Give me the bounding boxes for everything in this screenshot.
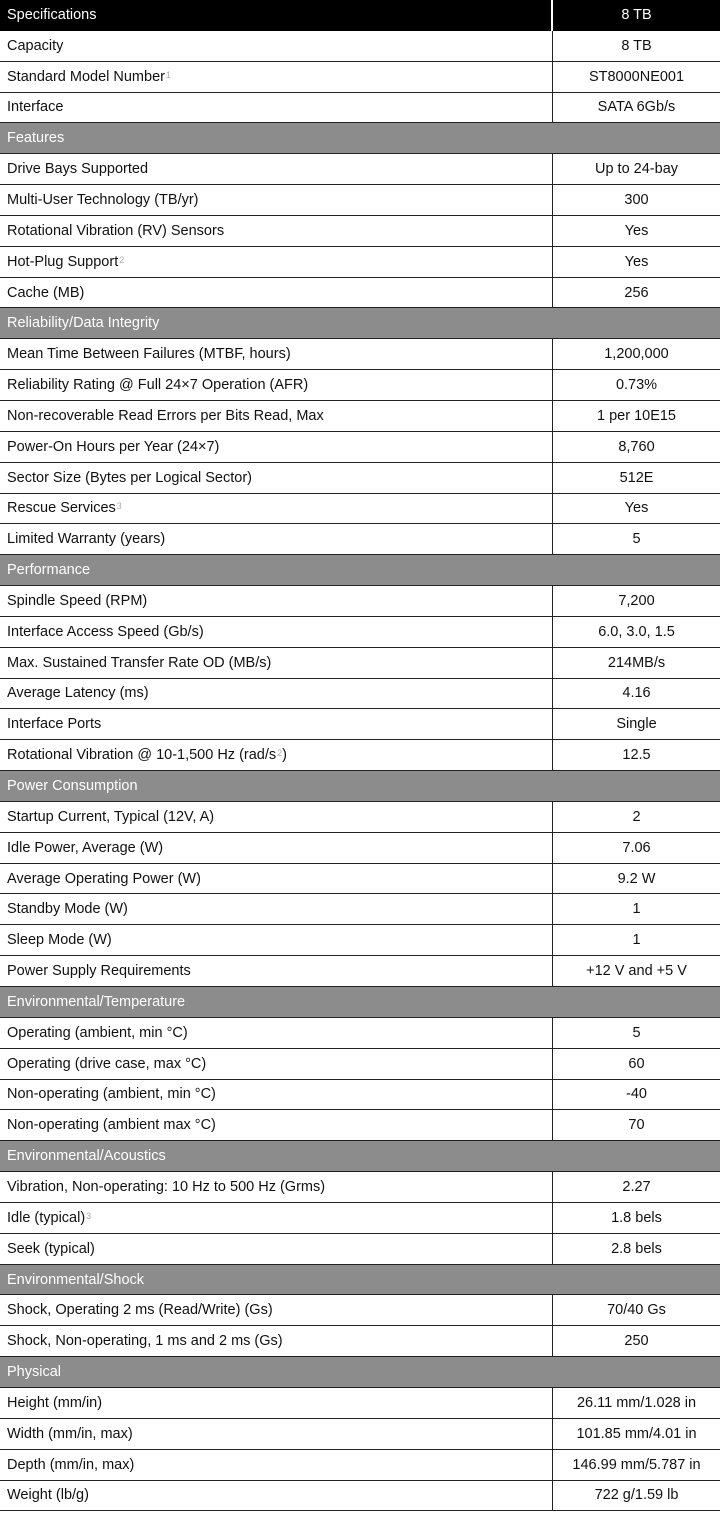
table-row bbox=[0, 925, 720, 956]
row-label-text: Non-operating (ambient max °C) bbox=[7, 1117, 216, 1134]
row-value: +12 V and +5 V bbox=[586, 963, 687, 980]
section-header bbox=[0, 1357, 720, 1388]
row-label-text: Max. Sustained Transfer Rate OD (MB/s) bbox=[7, 654, 272, 671]
row-value: 101.85 mm/4.01 in bbox=[576, 1425, 697, 1442]
row-label-text: Interface Access Speed (Gb/s) bbox=[7, 623, 204, 640]
row-label-text: Hot-Plug Support bbox=[7, 253, 119, 270]
section-title bbox=[0, 1265, 720, 1295]
row-label bbox=[0, 1295, 553, 1325]
table-row bbox=[0, 617, 720, 648]
table-row bbox=[0, 247, 720, 278]
row-label-text: Width (mm/in, max) bbox=[7, 1425, 133, 1442]
row-label-text: Sector Size (Bytes per Logical Sector) bbox=[7, 469, 252, 486]
section-title bbox=[0, 1357, 720, 1387]
row-label-text: Vibration, Non-operating: 10 Hz to 500 Hz (Grms) bbox=[7, 1178, 326, 1195]
row-label-text: Rotational Vibration @ 10-1,500 Hz (rad/s bbox=[7, 747, 277, 764]
row-label bbox=[0, 524, 553, 554]
table-row bbox=[0, 1450, 720, 1481]
table-header bbox=[0, 0, 720, 31]
row-value: 214MB/s bbox=[607, 654, 666, 671]
table-row bbox=[0, 216, 720, 247]
row-label-suffix: ) bbox=[282, 747, 288, 764]
section-header bbox=[0, 1265, 720, 1296]
row-label bbox=[0, 31, 553, 61]
row-label-text: Startup Current, Typical (12V, A) bbox=[7, 808, 215, 825]
row-label bbox=[0, 740, 553, 770]
footnote-marker: 2 bbox=[119, 254, 125, 265]
row-value: 5 bbox=[632, 531, 641, 548]
row-value: 250 bbox=[624, 1333, 649, 1350]
row-label-text: Operating (ambient, min °C) bbox=[7, 1024, 188, 1041]
row-label-text: Height (mm/in) bbox=[7, 1394, 103, 1411]
row-label bbox=[0, 864, 553, 894]
footnote-marker: 1 bbox=[165, 69, 171, 80]
row-label-text: Standard Model Number bbox=[7, 68, 165, 85]
row-label-text: Limited Warranty (years) bbox=[7, 531, 166, 548]
row-value: 7.06 bbox=[622, 839, 651, 856]
table-row bbox=[0, 833, 720, 864]
table-row bbox=[0, 894, 720, 925]
row-label-text: Mean Time Between Failures (MTBF, hours) bbox=[7, 346, 291, 363]
row-value: 512E bbox=[619, 469, 654, 486]
row-value: 146.99 mm/5.787 in bbox=[572, 1456, 701, 1473]
table-row bbox=[0, 1049, 720, 1080]
row-value: Single bbox=[616, 716, 657, 733]
row-label bbox=[0, 1080, 553, 1110]
row-label bbox=[0, 894, 553, 924]
row-label bbox=[0, 617, 553, 647]
row-label-text: Reliability Rating @ Full 24×7 Operation (AFR) bbox=[7, 377, 309, 394]
row-label-text: Environmental/Temperature bbox=[7, 993, 186, 1010]
table-row bbox=[0, 740, 720, 771]
header-label: Specifications bbox=[0, 0, 553, 31]
row-label-text: Power Consumption bbox=[7, 778, 138, 795]
row-value: 7,200 bbox=[618, 592, 655, 609]
row-value: ST8000NE001 bbox=[588, 68, 685, 85]
row-label-text: Environmental/Shock bbox=[7, 1271, 145, 1288]
row-label-text: Interface bbox=[7, 99, 64, 116]
table-row bbox=[0, 370, 720, 401]
row-label bbox=[0, 925, 553, 955]
row-label bbox=[0, 679, 553, 709]
table-row bbox=[0, 154, 720, 185]
row-label bbox=[0, 1203, 553, 1233]
table-row bbox=[0, 62, 720, 93]
table-row bbox=[0, 1018, 720, 1049]
table-row bbox=[0, 494, 720, 525]
row-label-text: Non-operating (ambient, min °C) bbox=[7, 1086, 216, 1103]
row-label-text: Features bbox=[7, 130, 65, 147]
table-row bbox=[0, 1080, 720, 1111]
table-row bbox=[0, 679, 720, 710]
row-value: Yes bbox=[624, 222, 649, 239]
row-label bbox=[0, 833, 553, 863]
row-value: 26.11 mm/1.028 in bbox=[576, 1394, 697, 1411]
section-header bbox=[0, 308, 720, 339]
row-value: 1 bbox=[632, 932, 641, 949]
row-label-text: Idle (typical) bbox=[7, 1209, 86, 1226]
row-value: 300 bbox=[624, 191, 649, 208]
row-value: SATA 6Gb/s bbox=[597, 99, 676, 116]
row-value: 1.8 bels bbox=[611, 1209, 662, 1226]
row-label bbox=[0, 93, 553, 123]
table-row bbox=[0, 339, 720, 370]
row-label-text: Multi-User Technology (TB/yr) bbox=[7, 191, 199, 208]
row-label-text: Idle Power, Average (W) bbox=[7, 839, 164, 856]
row-label bbox=[0, 463, 553, 493]
row-label-text: Seek (typical) bbox=[7, 1240, 95, 1257]
row-value: Up to 24-bay bbox=[594, 161, 679, 178]
row-label-text: Power Supply Requirements bbox=[7, 963, 191, 980]
row-label bbox=[0, 1450, 553, 1480]
row-value: 70 bbox=[628, 1117, 645, 1134]
row-label-text: Average Latency (ms) bbox=[7, 685, 149, 702]
row-label-text: Reliability/Data Integrity bbox=[7, 315, 160, 332]
row-value: 722 g/1.59 lb bbox=[594, 1487, 679, 1504]
row-value: -40 bbox=[626, 1086, 647, 1103]
row-label-text: Power-On Hours per Year (24×7) bbox=[7, 438, 220, 455]
section-title bbox=[0, 1141, 720, 1171]
footnote-marker: 2 bbox=[277, 748, 283, 759]
row-label bbox=[0, 278, 553, 308]
footnote-marker: 3 bbox=[116, 501, 122, 512]
row-label-text: Spindle Speed (RPM) bbox=[7, 592, 148, 609]
table-row bbox=[0, 1234, 720, 1265]
row-label-text: Physical bbox=[7, 1364, 61, 1381]
row-label-text: Rescue Services bbox=[7, 500, 116, 517]
row-value: 4.16 bbox=[622, 685, 651, 702]
row-label-text: Rotational Vibration (RV) Sensors bbox=[7, 222, 225, 239]
row-label-text: Shock, Operating 2 ms (Read/Write) (Gs) bbox=[7, 1302, 273, 1319]
row-label-text: Capacity bbox=[7, 37, 64, 54]
table-row bbox=[0, 648, 720, 679]
row-value: 70/40 Gs bbox=[607, 1302, 666, 1319]
row-label-text: Weight (lb/g) bbox=[7, 1487, 89, 1504]
row-label bbox=[0, 956, 553, 986]
row-value: 5 bbox=[632, 1024, 641, 1041]
table-row bbox=[0, 463, 720, 494]
row-label bbox=[0, 1110, 553, 1140]
section-title bbox=[0, 123, 720, 153]
row-label-text: Sleep Mode (W) bbox=[7, 932, 112, 949]
row-label bbox=[0, 1234, 553, 1264]
table-row bbox=[0, 586, 720, 617]
row-label bbox=[0, 339, 553, 369]
table-row bbox=[0, 956, 720, 987]
table-row bbox=[0, 185, 720, 216]
row-label bbox=[0, 1172, 553, 1202]
row-label bbox=[0, 432, 553, 462]
table-row bbox=[0, 31, 720, 62]
row-label-text: Interface Ports bbox=[7, 716, 102, 733]
row-label bbox=[0, 154, 553, 184]
row-label bbox=[0, 216, 553, 246]
row-label bbox=[0, 494, 553, 524]
table-row bbox=[0, 1326, 720, 1357]
row-value: 256 bbox=[624, 284, 649, 301]
table-row bbox=[0, 93, 720, 124]
row-value: 1 per 10E15 bbox=[596, 407, 676, 424]
table-row bbox=[0, 432, 720, 463]
table-row bbox=[0, 802, 720, 833]
section-title bbox=[0, 771, 720, 801]
section-header bbox=[0, 1141, 720, 1172]
table-row bbox=[0, 1295, 720, 1326]
row-value: 8 TB bbox=[621, 37, 652, 54]
row-label-text: Shock, Non-operating, 1 ms and 2 ms (Gs) bbox=[7, 1333, 283, 1350]
row-value: 1 bbox=[632, 901, 641, 918]
table-body bbox=[0, 31, 720, 1512]
row-value: 6.0, 3.0, 1.5 bbox=[598, 623, 675, 640]
row-label bbox=[0, 1049, 553, 1079]
section-header bbox=[0, 987, 720, 1018]
row-value: 1,200,000 bbox=[604, 346, 669, 363]
row-value: Yes bbox=[624, 500, 649, 517]
row-label-text: Cache (MB) bbox=[7, 284, 85, 301]
table-row bbox=[0, 524, 720, 555]
row-label bbox=[0, 1388, 553, 1418]
row-label bbox=[0, 185, 553, 215]
row-label-text: Environmental/Acoustics bbox=[7, 1148, 166, 1165]
row-label bbox=[0, 1419, 553, 1449]
row-value: 8,760 bbox=[618, 438, 655, 455]
section-title bbox=[0, 987, 720, 1017]
row-label bbox=[0, 802, 553, 832]
row-label bbox=[0, 648, 553, 678]
row-label-text: Performance bbox=[7, 562, 91, 579]
row-label bbox=[0, 401, 553, 431]
table-row bbox=[0, 1419, 720, 1450]
section-header bbox=[0, 555, 720, 586]
row-label-text: Operating (drive case, max °C) bbox=[7, 1055, 207, 1072]
row-value: 2.27 bbox=[622, 1178, 651, 1195]
row-value: 60 bbox=[628, 1055, 645, 1072]
row-label bbox=[0, 62, 553, 92]
footnote-marker: 3 bbox=[86, 1210, 92, 1221]
row-label bbox=[0, 586, 553, 616]
table-row bbox=[0, 1203, 720, 1234]
section-header bbox=[0, 123, 720, 154]
row-label-text: Depth (mm/in, max) bbox=[7, 1456, 135, 1473]
table-row bbox=[0, 278, 720, 309]
table-row bbox=[0, 1481, 720, 1512]
row-value: Yes bbox=[624, 253, 649, 270]
row-label bbox=[0, 1326, 553, 1356]
table-row bbox=[0, 1388, 720, 1419]
row-label-text: Average Operating Power (W) bbox=[7, 870, 201, 887]
row-value: 2 bbox=[632, 808, 641, 825]
row-label bbox=[0, 709, 553, 739]
row-label-text: Drive Bays Supported bbox=[7, 161, 149, 178]
section-header bbox=[0, 771, 720, 802]
row-label-text: Standby Mode (W) bbox=[7, 901, 128, 918]
row-value: 9.2 W bbox=[617, 870, 656, 887]
row-label bbox=[0, 247, 553, 277]
row-value: 12.5 bbox=[622, 747, 651, 764]
section-title bbox=[0, 555, 720, 585]
table-row bbox=[0, 709, 720, 740]
row-label bbox=[0, 370, 553, 400]
table-row bbox=[0, 1172, 720, 1203]
section-title bbox=[0, 308, 720, 338]
header-value: 8 TB bbox=[621, 7, 652, 24]
table-row bbox=[0, 1110, 720, 1141]
table-row bbox=[0, 401, 720, 432]
row-value: 2.8 bels bbox=[611, 1240, 662, 1257]
row-value: 0.73% bbox=[615, 377, 658, 394]
row-label bbox=[0, 1481, 553, 1511]
table-row bbox=[0, 864, 720, 895]
row-label bbox=[0, 1018, 553, 1048]
row-label-text: Non-recoverable Read Errors per Bits Read, Max bbox=[7, 407, 324, 424]
